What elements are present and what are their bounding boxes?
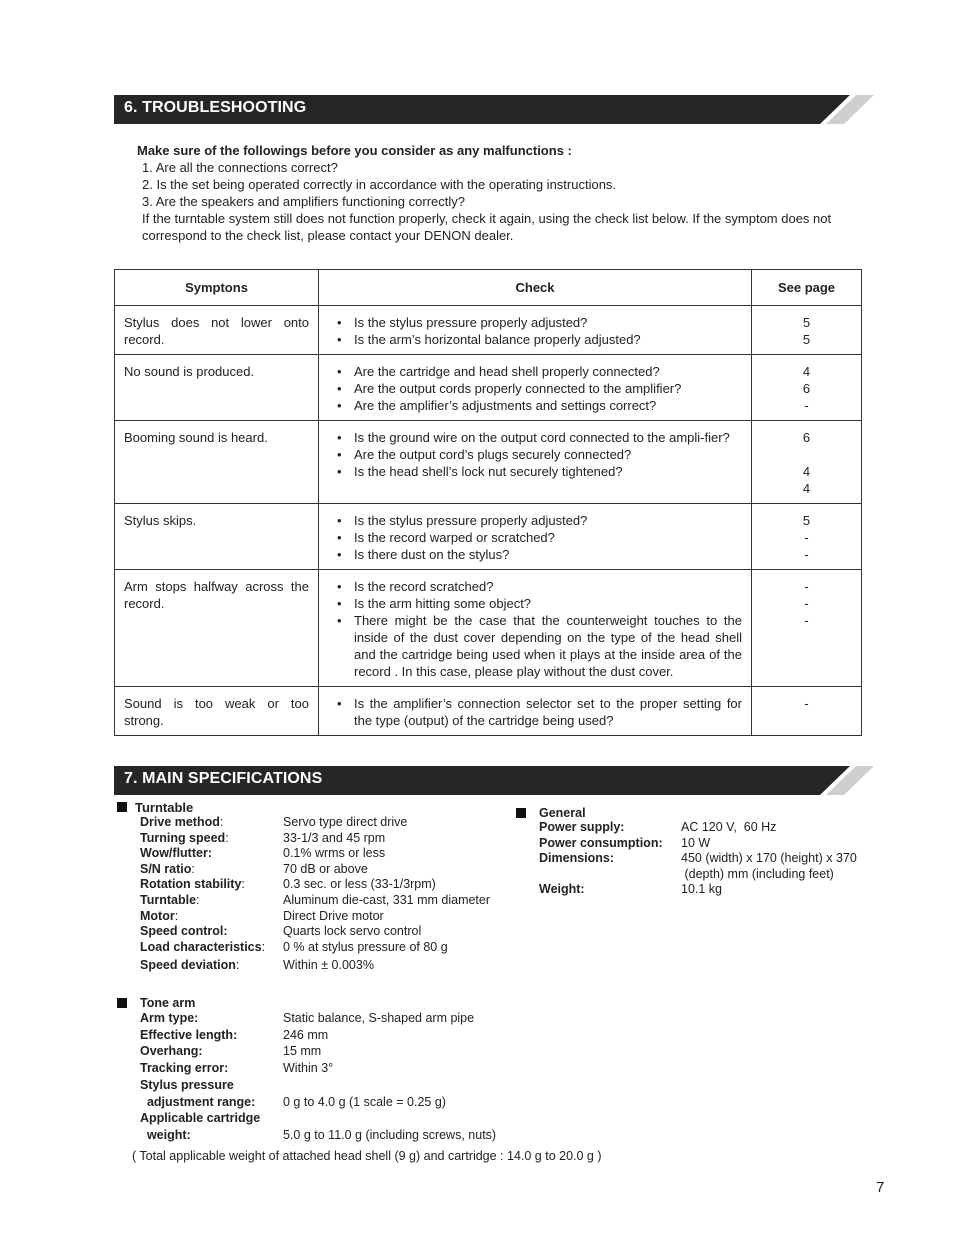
- spec-key: [539, 836, 681, 852]
- spec-key-text: Stylus pressure: [140, 1077, 234, 1092]
- spec-key: [140, 1010, 283, 1027]
- spec-row: [140, 1027, 496, 1044]
- spec-value: 5.0 g to 11.0 g (including screws, nuts): [283, 1127, 497, 1142]
- spec-key: [140, 1027, 283, 1044]
- spec-key-text: Turntable: [140, 892, 197, 907]
- spec-key-text: Drive method: [140, 815, 220, 829]
- spec-key-text: Turning speed: [140, 830, 226, 845]
- symptom-cell: No sound is produced.: [115, 355, 319, 421]
- check-list: [328, 314, 742, 348]
- spec-rows: [514, 820, 857, 898]
- spec-key-text: Wow/flutter:: [140, 846, 212, 861]
- spec-key-text: Speed deviation: [140, 958, 236, 973]
- spec-row: [539, 867, 857, 883]
- check-item: • Is the arm hitting some object?: [328, 595, 742, 612]
- troubleshooting-header: [114, 95, 874, 124]
- spec-key: [140, 940, 283, 956]
- check-cell: [319, 355, 752, 421]
- spec-key-text: Tracking error:: [140, 1061, 229, 1076]
- spec-row: [140, 1060, 496, 1077]
- spec-value: Direct Drive motor: [283, 908, 384, 923]
- check-item: • Is the head shell’s lock nut securely tightened?: [328, 463, 742, 480]
- spec-key-text: Load characteristics: [140, 939, 262, 954]
- symptom-cell: Booming sound is heard.: [115, 421, 319, 504]
- spec-value: 0 % at stylus pressure of 80 g: [283, 939, 448, 954]
- page-cell: [752, 421, 862, 504]
- spec-key: [140, 1060, 283, 1077]
- intro-lead: Make sure of the followings before you consider as any malfunctions :: [137, 143, 572, 158]
- spec-value: 70 dB or above: [283, 861, 368, 876]
- check-list: [328, 578, 742, 680]
- page-ref: 4: [802, 481, 811, 496]
- square-bullet-icon: [117, 802, 127, 812]
- general-specs: [514, 806, 857, 898]
- spec-key-text: S/N ratio: [140, 861, 192, 876]
- check-cell: [319, 504, 752, 570]
- symptom-cell: Stylus does not lower onto record.: [115, 306, 319, 355]
- symptom-cell: Arm stops halfway across the record.: [115, 570, 319, 687]
- table-body: [115, 306, 862, 736]
- spec-key: [140, 846, 283, 862]
- spec-value: Static balance, S-shaped arm pipe: [283, 1011, 475, 1025]
- spec-value: 246 mm: [283, 1027, 329, 1042]
- col-header-symptoms: Symptons: [115, 270, 319, 306]
- spec-value: 0.3 sec. or less (33-1/3rpm): [283, 877, 436, 892]
- spec-value: (depth) mm (including feet): [681, 866, 834, 881]
- spec-value: 15 mm: [283, 1044, 322, 1059]
- spec-key-colon: :: [196, 892, 200, 907]
- spec-row: [140, 1010, 496, 1027]
- intro-item: 2. Is the set being operated correctly in accordance with the operating instructions.: [142, 177, 617, 192]
- symptom-cell: Sound is too weak or too strong.: [115, 687, 319, 736]
- spec-key-text: Rotation stability: [140, 877, 242, 892]
- spec-key-text: Power consumption:: [539, 835, 663, 850]
- check-item: • Is the amplifier’s connection selector set to the proper setting for the type (output) of the cartridge being used?: [328, 695, 742, 729]
- spec-value: 0 g to 4.0 g (1 scale = 0.25 g): [283, 1094, 446, 1109]
- spec-row: [140, 1110, 496, 1127]
- symptom-cell: Stylus skips.: [115, 504, 319, 570]
- spec-value: 33-1/3 and 45 rpm: [283, 830, 386, 845]
- spec-key: [140, 831, 283, 847]
- spec-value: 450 (width) x 170 (height) x 370: [681, 851, 857, 866]
- spec-key-text: weight:: [140, 1127, 191, 1142]
- spec-key: [539, 882, 681, 898]
- check-item: • Are the amplifier’s adjustments and settings correct?: [328, 397, 742, 414]
- spec-key: [140, 1127, 283, 1144]
- troubleshooting-intro: [137, 142, 897, 244]
- check-item: • Is there dust on the stylus?: [328, 546, 742, 563]
- page-ref: -: [804, 613, 809, 628]
- spec-key-colon: :: [174, 908, 179, 923]
- spec-key: [140, 1094, 283, 1111]
- spec-key-colon: :: [219, 815, 224, 829]
- check-item: • Is the record warped or scratched?: [328, 529, 742, 546]
- check-list: [328, 429, 742, 480]
- col-header-check: Check: [319, 270, 752, 306]
- spec-key-text: Power supply:: [539, 820, 625, 834]
- spec-row: [140, 877, 490, 893]
- col-header-page: See page: [752, 270, 862, 306]
- check-cell: [319, 306, 752, 355]
- spec-key: [140, 862, 283, 878]
- check-cell: [319, 421, 752, 504]
- page-ref: -: [804, 530, 809, 545]
- check-item: • Are the output cord’s plugs securely connected?: [328, 446, 742, 463]
- check-item: • Is the arm’s horizontal balance properly adjusted?: [328, 331, 742, 348]
- page-cell: [752, 355, 862, 421]
- spec-row: [140, 1094, 496, 1111]
- spec-row: [140, 958, 490, 974]
- spec-key: [539, 851, 681, 867]
- spec-key: [140, 1077, 283, 1094]
- page-ref: 5: [802, 315, 811, 330]
- table-row: [115, 687, 862, 736]
- spec-rows: [115, 815, 490, 974]
- spec-key-text: Weight:: [539, 882, 585, 897]
- spec-row: [140, 862, 490, 878]
- spec-key-text: Motor: [140, 908, 175, 923]
- cartridge-weight-note: ( Total applicable weight of attached head shell (9 g) and cartridge : 14.0 g to 20.0 g ): [132, 1149, 602, 1163]
- spec-key: [140, 909, 283, 925]
- spec-value: Quarts lock servo control: [283, 924, 422, 939]
- group-title-turntable: [115, 800, 490, 815]
- table-row: [115, 306, 862, 355]
- group-title-text: General: [539, 806, 586, 820]
- section-title: 6. TROUBLESHOOTING: [124, 99, 307, 116]
- group-title-general: [514, 806, 857, 820]
- spec-value: Within ± 0.003%: [283, 958, 374, 973]
- group-title-text: Tone arm: [140, 996, 196, 1010]
- spec-key: [140, 877, 283, 893]
- spec-row: [539, 882, 857, 898]
- spec-row: [539, 836, 857, 852]
- page-ref: [761, 446, 852, 463]
- turntable-specs: [115, 800, 490, 974]
- spec-row: [140, 1043, 496, 1060]
- spec-key-colon: :: [241, 877, 245, 892]
- spec-key-text: Speed control:: [140, 924, 228, 939]
- page-ref: 6: [802, 381, 811, 396]
- check-cell: [319, 570, 752, 687]
- table-row: [115, 355, 862, 421]
- spec-key-colon: :: [191, 861, 195, 876]
- spec-row: [140, 940, 490, 956]
- page-ref: -: [804, 596, 809, 611]
- group-title-text: Turntable: [135, 800, 194, 815]
- check-list: [328, 363, 742, 414]
- spec-key-colon: :: [225, 830, 229, 845]
- intro-note: If the turntable system still does not function properly, check it again, using the check list below. If the symptom does not correspond to the check list, please contact your DENON dealer.: [142, 211, 832, 243]
- spec-key: [140, 893, 283, 909]
- troubleshooting-table: [114, 269, 862, 736]
- spec-value: 10.1 kg: [681, 882, 723, 897]
- spec-row: [140, 831, 490, 847]
- spec-rows: [115, 1010, 496, 1144]
- page-ref: 4: [802, 464, 811, 479]
- section-title: 7. MAIN SPECIFICATIONS: [124, 770, 323, 787]
- square-bullet-icon: [117, 998, 127, 1008]
- check-list: [328, 512, 742, 563]
- check-item: • Is the stylus pressure properly adjusted?: [328, 314, 742, 331]
- spec-key-colon: :: [235, 958, 240, 973]
- spec-value: Aluminum die-cast, 331 mm diameter: [283, 892, 491, 907]
- tonearm-specs: [115, 996, 496, 1144]
- intro-item: 1. Are all the connections correct?: [142, 160, 338, 175]
- spec-row: [140, 924, 490, 940]
- table-row: [115, 504, 862, 570]
- check-item: • Are the cartridge and head shell properly connected?: [328, 363, 742, 380]
- spec-row: [140, 893, 490, 909]
- page-cell: [752, 504, 862, 570]
- spec-row: [539, 851, 857, 867]
- page-cell: [752, 687, 862, 736]
- spec-value: Within 3°: [283, 1061, 334, 1076]
- page-ref: 5: [802, 513, 811, 528]
- spec-key-text: adjustment range:: [140, 1094, 256, 1109]
- spec-row: [140, 1127, 496, 1144]
- spec-key-text: Arm type:: [140, 1011, 199, 1025]
- spec-row: [140, 1077, 496, 1094]
- spec-key-text: Dimensions:: [539, 851, 615, 866]
- check-item: • Are the output cords properly connected to the amplifier?: [328, 380, 742, 397]
- page-cell: [752, 570, 862, 687]
- page-number: 7: [876, 1179, 885, 1196]
- page-ref: -: [804, 696, 809, 711]
- check-item: • There might be the case that the counterweight touches to the inside of the dust cover depending on the type of the head shell and the cartridge being used when it plays at the inside area of the record . In this case, please play without the dust cover.: [328, 612, 742, 680]
- check-item: • Is the record scratched?: [328, 578, 742, 595]
- spec-key-text: Overhang:: [140, 1044, 203, 1059]
- page-ref: -: [804, 579, 809, 594]
- spec-row: [140, 909, 490, 925]
- spec-value: 10 W: [681, 835, 711, 850]
- table-row: [115, 421, 862, 504]
- spec-key: [140, 815, 283, 831]
- spec-value: Servo type direct drive: [283, 815, 408, 829]
- page-ref: -: [804, 547, 809, 562]
- page-ref: 5: [802, 332, 811, 347]
- square-bullet-icon: [516, 808, 526, 818]
- check-item: • Is the stylus pressure properly adjusted?: [328, 512, 742, 529]
- page-cell: [752, 306, 862, 355]
- specifications-header: [114, 766, 874, 795]
- check-item: • Is the ground wire on the output cord connected to the ampli-fier?: [328, 429, 742, 446]
- spec-key-text: Effective length:: [140, 1027, 238, 1042]
- spec-key-text: Applicable cartridge: [140, 1111, 261, 1126]
- spec-key: [539, 867, 681, 883]
- spec-value: AC 120 V, 60 Hz: [681, 820, 777, 834]
- intro-item: 3. Are the speakers and amplifiers functioning correctly?: [142, 194, 466, 209]
- spec-row: [140, 846, 490, 862]
- spec-value: 0.1% wrms or less: [283, 846, 386, 861]
- spec-row: [140, 815, 490, 831]
- page-ref: 6: [802, 430, 811, 445]
- spec-key-colon: :: [261, 939, 266, 954]
- page-ref: -: [804, 398, 809, 413]
- page-ref: 4: [802, 364, 811, 379]
- spec-key: [140, 1043, 283, 1060]
- group-title-tonearm: [115, 996, 496, 1010]
- check-cell: [319, 687, 752, 736]
- check-list: [328, 695, 742, 729]
- spec-key: [140, 1110, 283, 1127]
- spec-key: [539, 820, 681, 836]
- spec-row: [539, 820, 857, 836]
- spec-key: [140, 924, 283, 940]
- spec-key: [140, 958, 283, 974]
- table-header-row: [115, 270, 862, 306]
- table-row: [115, 570, 862, 687]
